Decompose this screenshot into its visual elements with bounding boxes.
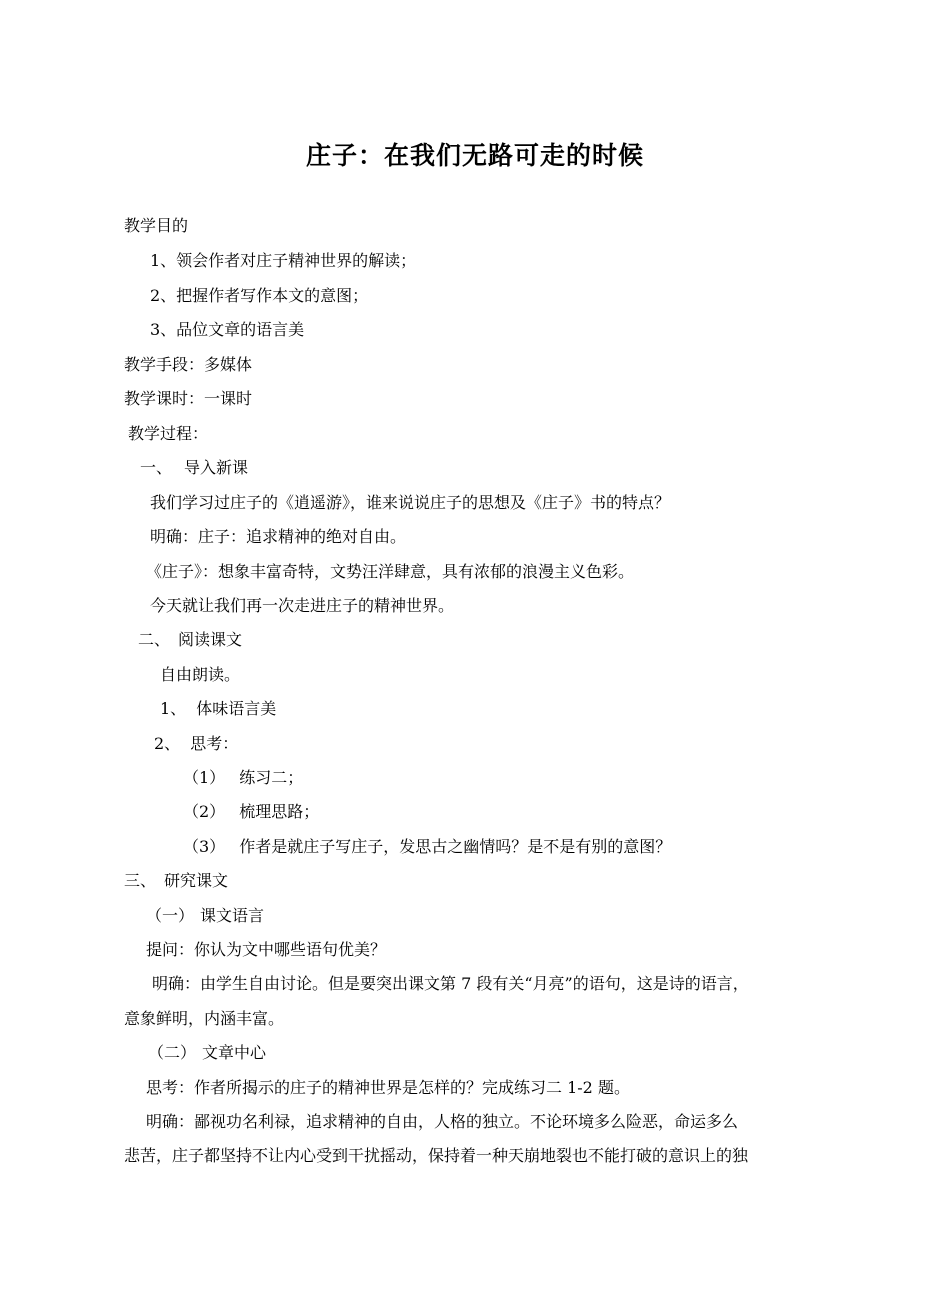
section-2-item-1-label: 体味语言美 bbox=[196, 699, 277, 718]
question-1-text: 练习二； bbox=[239, 768, 304, 787]
section-1-paragraph-1: 我们学习过庄子的《逍遥游》，谁来说说庄子的思想及《庄子》书的特点？ bbox=[150, 493, 671, 512]
question-1 bbox=[183, 766, 303, 790]
process-heading: 教学过程： bbox=[128, 424, 209, 443]
subsection-1-answer-line-2: 意象鲜明，内涵丰富。 bbox=[124, 1009, 285, 1028]
subsection-2-question: 思考：作者所揭示的庄子的精神世界是怎样的？完成练习二 1-2 题。 bbox=[146, 1078, 630, 1097]
subsection-2-heading bbox=[148, 1041, 266, 1065]
section-2-item-2-number: 2、 bbox=[154, 734, 181, 753]
subsection-1-question: 提问：你认为文中哪些语句优美？ bbox=[146, 940, 387, 959]
section-3-number: 三、 bbox=[124, 871, 157, 890]
subsection-2-answer-line-2: 悲苦，庄子都坚持不让内心受到干扰摇动，保持着一种天崩地裂也不能打破的意识上的独 bbox=[124, 1146, 749, 1165]
section-2-number: 二、 bbox=[138, 630, 171, 649]
objective-1: 1、领会作者对庄子精神世界的解读； bbox=[150, 251, 417, 270]
section-2-heading bbox=[138, 628, 242, 652]
question-2-number: （2） bbox=[183, 802, 226, 821]
section-1-heading bbox=[140, 456, 248, 480]
section-2-item-2 bbox=[154, 732, 238, 756]
question-2-text: 梳理思路； bbox=[239, 802, 320, 821]
question-3 bbox=[183, 835, 671, 859]
subsection-1-answer-line-1: 明确：由学生自由讨论。但是要突出课文第 7 段有关“月亮”的语句，这是诗的语言， bbox=[152, 974, 749, 993]
question-1-number: （1） bbox=[183, 768, 226, 787]
question-2 bbox=[183, 800, 319, 824]
subsection-2-answer-line-1: 明确：鄙视功名利禄，追求精神的自由，人格的独立。不论环境多么险恶，命运多么 bbox=[146, 1112, 739, 1131]
section-1-paragraph-4: 今天就让我们再一次走进庄子的精神世界。 bbox=[150, 596, 455, 615]
teaching-means: 教学手段：多媒体 bbox=[124, 355, 253, 374]
section-2-label: 阅读课文 bbox=[178, 630, 243, 649]
section-3-label: 研究课文 bbox=[164, 871, 229, 890]
subsection-2-label: 文章中心 bbox=[202, 1043, 267, 1062]
teaching-hours: 教学课时：一课时 bbox=[124, 389, 253, 408]
objectives-heading: 教学目的 bbox=[124, 216, 189, 235]
subsection-1-heading bbox=[146, 904, 264, 928]
section-1-paragraph-2: 明确：庄子：追求精神的绝对自由。 bbox=[150, 527, 407, 546]
section-2-paragraph-1: 自由朗读。 bbox=[160, 665, 241, 684]
page-title: 庄子：在我们无路可走的时候 bbox=[305, 141, 644, 170]
subsection-2-number: （二） bbox=[148, 1043, 197, 1062]
section-1-number: 一、 bbox=[140, 458, 173, 477]
section-2-item-2-label: 思考： bbox=[190, 734, 239, 753]
objective-2: 2、把握作者写作本文的意图； bbox=[150, 286, 369, 305]
subsection-1-label: 课文语言 bbox=[200, 906, 265, 925]
section-1-label: 导入新课 bbox=[184, 458, 249, 477]
section-1-paragraph-3: 《庄子》：想象丰富奇特，文势汪洋肆意，具有浓郁的浪漫主义色彩。 bbox=[146, 562, 635, 581]
question-3-number: （3） bbox=[183, 837, 226, 856]
section-2-item-1-number: 1、 bbox=[160, 699, 187, 718]
objective-3: 3、品位文章的语言美 bbox=[150, 320, 305, 339]
section-3-heading bbox=[124, 869, 228, 893]
section-2-item-1 bbox=[160, 697, 276, 721]
question-3-text: 作者是就庄子写庄子，发思古之幽情吗？是不是有别的意图？ bbox=[239, 837, 672, 856]
subsection-1-number: （一） bbox=[146, 906, 195, 925]
